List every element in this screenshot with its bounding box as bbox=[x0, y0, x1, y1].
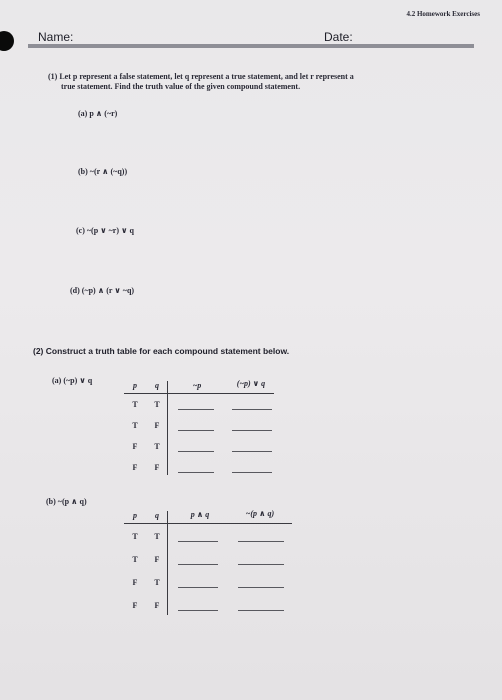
table-b-r1-q: T bbox=[154, 532, 160, 541]
table-a-divider bbox=[167, 381, 168, 475]
question-1d: (d) (~p) ∧ (r ∨ ~q) bbox=[70, 286, 135, 295]
table-b-r3-p: F bbox=[132, 578, 138, 587]
table-a-r3-result-blank[interactable] bbox=[232, 451, 272, 452]
table-b-divider bbox=[167, 511, 168, 615]
table-a-r4-not-p-blank[interactable] bbox=[178, 472, 214, 473]
table-a-header-not-p: ~p bbox=[192, 381, 202, 390]
table-b-r3-result-blank[interactable] bbox=[238, 587, 284, 588]
table-b-r4-p: F bbox=[132, 601, 138, 610]
table-a-r4-result-blank[interactable] bbox=[232, 472, 272, 473]
table-b-r4-result-blank[interactable] bbox=[238, 610, 284, 611]
binder-hole bbox=[0, 31, 14, 51]
table-b-r2-p-and-q-blank[interactable] bbox=[178, 564, 218, 565]
table-a-r1-p: T bbox=[132, 400, 138, 409]
table-b-r3-p-and-q-blank[interactable] bbox=[178, 587, 218, 588]
table-a-r2-not-p-blank[interactable] bbox=[178, 430, 214, 431]
table-a-header-q: q bbox=[155, 381, 159, 390]
table-a-r3-p: F bbox=[132, 442, 138, 451]
question-1b: (b) ~(r ∧ (~q)) bbox=[78, 167, 128, 176]
table-b-r1-result-blank[interactable] bbox=[238, 541, 284, 542]
name-label: Name: bbox=[38, 30, 74, 44]
table-b-r2-p: T bbox=[132, 555, 138, 564]
table-b-r1-p: T bbox=[132, 532, 138, 541]
table-b-r2-q: F bbox=[154, 555, 160, 564]
table-a-r3-not-p-blank[interactable] bbox=[178, 451, 214, 452]
table-b-r2-result-blank[interactable] bbox=[238, 564, 284, 565]
table-a-header-result: (~p) ∨ q bbox=[236, 379, 266, 388]
table-a-r4-p: F bbox=[132, 463, 138, 472]
table-b-r1-p-and-q-blank[interactable] bbox=[178, 541, 218, 542]
table-b-header-result: ~(p ∧ q) bbox=[245, 509, 275, 518]
table-b-r4-p-and-q-blank[interactable] bbox=[178, 610, 218, 611]
table-a-r1-not-p-blank[interactable] bbox=[178, 409, 214, 410]
question-1c: (c) ~(p ∨ ~r) ∨ q bbox=[76, 226, 134, 235]
table-a-r1-result-blank[interactable] bbox=[232, 409, 272, 410]
date-label: Date: bbox=[324, 30, 353, 44]
table-b-r4-q: F bbox=[154, 601, 160, 610]
table-a-header-p: p bbox=[133, 381, 137, 390]
table-a-header-rule bbox=[124, 393, 274, 394]
table-b-header-p: p bbox=[133, 511, 137, 520]
table-a-r4-q: F bbox=[154, 463, 160, 472]
table-a-r1-q: T bbox=[154, 400, 160, 409]
question-2b-label: (b) ~(p ∧ q) bbox=[46, 497, 87, 506]
table-b-r3-q: T bbox=[154, 578, 160, 587]
table-b-header-p-and-q: p ∧ q bbox=[190, 510, 210, 519]
question-1-prompt bbox=[48, 72, 468, 92]
table-a-r2-p: T bbox=[132, 421, 138, 430]
table-b-header-rule bbox=[124, 523, 292, 524]
question-1-line-2: true statement. Find the truth value of the given compound statement. bbox=[61, 82, 301, 91]
question-2-prompt: (2) Construct a truth table for each compound statement below. bbox=[33, 346, 290, 356]
question-2a-label: (a) (~p) ∨ q bbox=[52, 376, 93, 385]
table-a-r2-q: F bbox=[154, 421, 160, 430]
page-label: 4.2 Homework Exercises bbox=[406, 10, 480, 18]
table-a-r2-result-blank[interactable] bbox=[232, 430, 272, 431]
question-1-line-1: (1) Let p represent a false statement, let q represent a true statement, and let r represent a bbox=[48, 72, 354, 81]
header-rule bbox=[28, 44, 474, 48]
question-1a: (a) p ∧ (~r) bbox=[78, 109, 118, 118]
table-b-header-q: q bbox=[155, 511, 159, 520]
table-a-r3-q: T bbox=[154, 442, 160, 451]
